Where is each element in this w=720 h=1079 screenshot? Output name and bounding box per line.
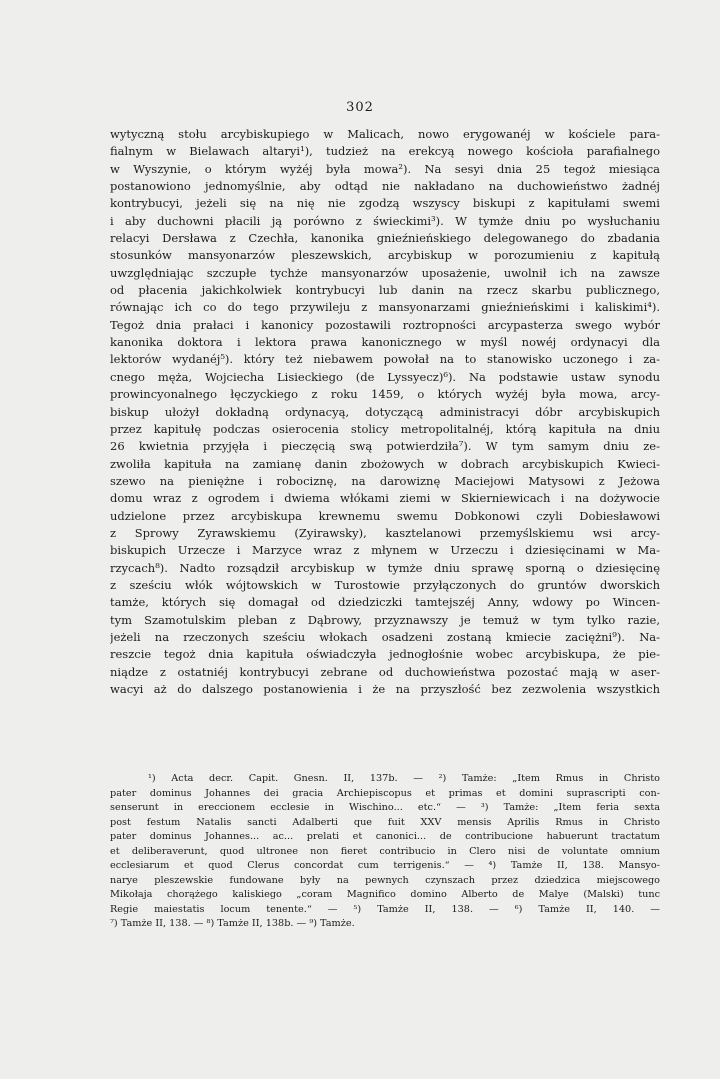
text-line: przez kapitułę podczas osierocenia stolicy metropolitalnéj, którą kapituła na dniu — [110, 421, 660, 436]
text-line: w Wyszynie, o którym wyżéj była mowa²). Na sesyi dnia 25 tegoż miesiąca — [110, 161, 660, 176]
text-line: biskupich Urzecze i Marzyce wraz z młynem w Urzeczu i dziesięcinami w Ma- — [110, 543, 660, 558]
text-line: równając ich co do tego przywileju z mansyonarzami gnieźnieńskimi i kaliskimi⁴). — [110, 300, 660, 315]
text-line: postanowiono jednomyślnie, aby odtąd nie nakładano na duchowieństwo żadnéj — [110, 179, 660, 194]
text-line: od płacenia jakichkolwiek kontrybucyi lub danin na rzecz skarbu publicznego, — [110, 283, 660, 298]
main-text — [110, 126, 660, 698]
footnote-line: ecclesiarum et quod Clerus concordat cum terrigenis.“ — ⁴) Tamże II, 138. Mansyo- — [110, 860, 660, 872]
text-line: z sześciu włók wójtowskich w Turostowie przyłączonych do gruntów dworskich — [110, 577, 660, 592]
text-line: tym Szamotulskim pleban z Dąbrowy, przyznawszy je temuż w tym tylko razie, — [110, 612, 660, 627]
text-line: i aby duchowni płacili ją porówno z świeckimi³). W tymże dniu po wysłuchaniu — [110, 213, 660, 228]
text-line: niądze z ostatniéj kontrybucyi zebrane od duchowieństwa pozostać mają w aser- — [110, 664, 660, 679]
text-line: 26 kwietnia przyjęła i pieczęcią swą potwierdziła⁷). W tym samym dniu ze- — [110, 439, 660, 454]
text-line: Tegoż dnia prałaci i kanonicy pozostawili roztropności arcypasterza swego wybór — [110, 317, 660, 332]
footnote-line: pater dominus Johannes... ac... prelati et canonici... de contribucione habuerunt tractatum — [110, 831, 660, 843]
text-line: prowincyonalnego łęczyckiego z roku 1459, o których wyżéj była mowa, arcy- — [110, 387, 660, 402]
text-line: stosunków mansyonarzów pleszewskich, arcybiskup w porozumieniu z kapitułą — [110, 248, 660, 263]
text-line: kanonika doktora i lektora prawa kanonicznego w myśl nowéj ordynacyi dla — [110, 335, 660, 350]
text-line: kontrybucyi, jeżeli się na nię nie zgodzą wszyscy biskupi z kapitułami swemi — [110, 196, 660, 211]
text-line: uwzględniając szczupłe tychże mansyonarzów uposażenie, uwolnił ich na zawsze — [110, 265, 660, 280]
text-line: cnego męża, Wojciecha Lisieckiego (de Lyssyecz)⁶). Na podstawie ustaw synodu — [110, 369, 660, 384]
text-line: wytyczną stołu arcybiskupiego w Malicach, nowo erygowanéj w kościele para- — [110, 127, 660, 141]
footnote-line: post festum Natalis sancti Adalberti que fuit XXV mensis Aprilis Rmus in Christo — [110, 816, 660, 828]
page-number: 302 — [346, 100, 374, 115]
text-line: szewo na pieniężne i robociznę, na darowiznę Maciejowi Matysowi z Jeżowa — [110, 473, 660, 488]
footnote-line: Mikołaja chorążego kaliskiego „coram Magnifico domino Alberto de Malye (Malski) tunc — [110, 889, 660, 901]
footnote-line: ⁷) Tamże II, 138. — ⁸) Tamże II, 138b. — ⁹) Tamże. — [110, 918, 355, 930]
text-line: jeżeli na rzeczonych sześciu włokach osadzeni zostaną kmiecie zaciężni⁹). Na- — [110, 629, 660, 644]
text-line: fialnym w Bielawach altaryi¹), tudzież na erekcyą nowego kościoła parafialnego — [110, 144, 660, 159]
text-line: biskup ułożył dokładną ordynacyą, dotyczącą administracyi dóbr arcybiskupich — [110, 404, 660, 419]
text-line: z Sprowy Zyrawskiemu (Zyirawsky), kasztelanowi przemyślskiemu wsi arcy- — [110, 525, 660, 540]
footnotes — [110, 772, 660, 932]
footnote-line: Regie maiestatis locum tenente.“ — ⁵) Tamże II, 138. — ⁶) Tamże II, 140. — — [110, 903, 660, 915]
text-line: tamże, których się domagał od dziedziczki tamtejszéj Anny, wdowy po Wincen- — [110, 595, 660, 610]
footnote-line: pater dominus Johannes dei gracia Archiepiscopus et primas et domini suprascripti con- — [110, 787, 660, 799]
text-line: wacyi aż do dalszego postanowienia i że na przyszłość bez zezwolenia wszystkich — [110, 682, 660, 696]
footnote-line: ¹) Acta decr. Capit. Gnesn. II, 137b. — ²) Tamże: „Item Rmus in Christo — [148, 773, 660, 784]
footnote-line: senserunt in ereccionem ecclesie in Wischino... etc.“ — ³) Tamże: „Item feria sexta — [110, 802, 660, 814]
footnote-line: narye pleszewskie fundowane były na pewnych czynszach przez dziedzica miejscowego — [110, 874, 660, 886]
text-line: reszcie tegoż dnia kapituła oświadczyła jednogłośnie wobec arcybiskupa, że pie- — [110, 647, 660, 662]
footnote-line: et deliberaverunt, quod ultronee non fieret contribucio in Clero nisi de voluntate omnium — [110, 845, 660, 857]
text-line: zwoliła kapituła na zamianę danin zbożowych w dobrach arcybiskupich Kwieci- — [110, 456, 660, 471]
text-line: udzielone przez arcybiskupa krewnemu swemu Dobkonowi czyli Dobiesławowi — [110, 508, 660, 523]
text-line: domu wraz z ogrodem i dwiema włókami ziemi w Skierniewicach i na dożywocie — [110, 491, 660, 506]
text-line: lektorów wydanéj⁵). który też niebawem powołał na to stanowisko uczonego i za- — [110, 352, 660, 367]
text-line: rzycach⁸). Nadto rozsądził arcybiskup w tymże dniu sprawę sporną o dziesięcinę — [110, 560, 660, 575]
text-line: relacyi Dersława z Czechła, kanonika gnieźnieńskiego delegowanego do zbadania — [110, 231, 660, 246]
